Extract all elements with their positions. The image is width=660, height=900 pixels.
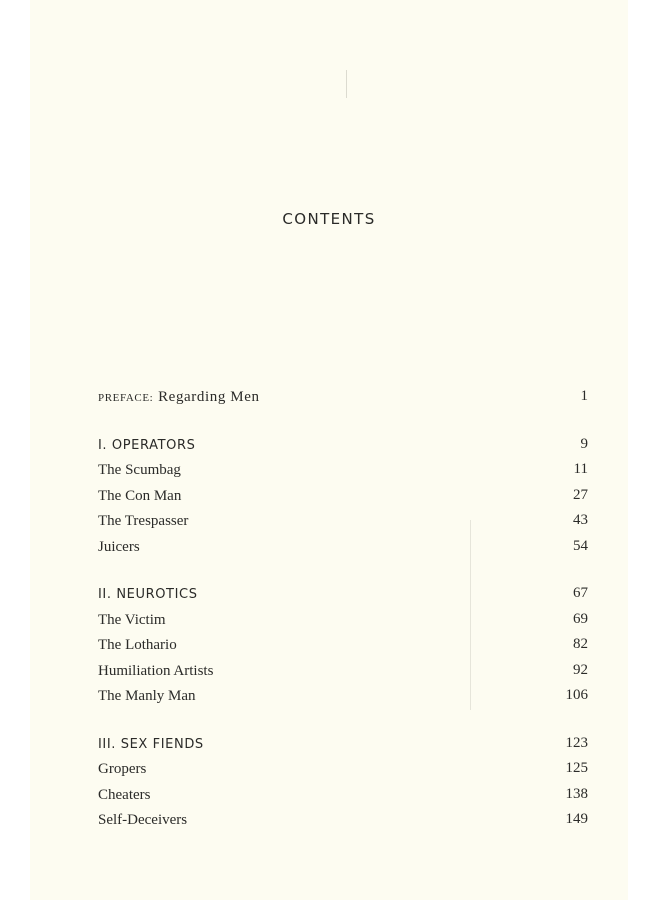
- toc-entry[interactable]: [98, 534, 588, 560]
- book-page: [30, 0, 628, 900]
- toc-page-number: 9: [580, 435, 588, 452]
- toc-entry-label: The Victim: [98, 611, 166, 628]
- section-heading-label: III. SEX FIENDS: [98, 736, 204, 752]
- toc-page-number: 92: [573, 661, 588, 678]
- toc-page-number: 149: [565, 811, 588, 827]
- toc-entry-label: Humiliation Artists: [98, 662, 214, 679]
- toc-page-number: 138: [565, 785, 588, 802]
- page-mark: [346, 70, 347, 98]
- toc-page-number: 125: [565, 760, 588, 776]
- toc-entry[interactable]: [98, 632, 588, 658]
- toc-entry[interactable]: [98, 683, 588, 709]
- toc-page-number: 82: [573, 636, 588, 652]
- preface-prefix: PREFACE:: [98, 392, 154, 404]
- toc-entry-label: The Manly Man: [98, 688, 196, 704]
- toc-page-number: 123: [565, 734, 588, 751]
- toc-entry-label: [98, 390, 260, 405]
- toc-entry[interactable]: [98, 483, 588, 509]
- toc-entry-label: Self-Deceivers: [98, 812, 188, 828]
- toc-page-number: 67: [573, 585, 588, 601]
- toc-page-number: 27: [573, 486, 588, 503]
- toc-entry[interactable]: [98, 756, 588, 782]
- toc-entry-preface[interactable]: [98, 384, 588, 410]
- toc-entry-label: The Trespasser: [98, 513, 189, 529]
- toc-entry-label: Gropers: [98, 761, 147, 777]
- toc-section-heading[interactable]: [98, 432, 588, 458]
- toc-entry-label: Juicers: [98, 538, 140, 555]
- toc-page-number: 11: [573, 461, 588, 477]
- toc-page-number: 54: [573, 537, 588, 554]
- preface-title: Regarding Men: [158, 389, 260, 405]
- toc-entry[interactable]: [98, 807, 588, 833]
- toc-entry[interactable]: [98, 607, 588, 633]
- toc-section-heading[interactable]: [98, 581, 588, 607]
- toc-page-number: 1: [580, 388, 588, 404]
- toc-entry-label: The Con Man: [98, 487, 182, 504]
- toc-entry-label: Cheaters: [98, 786, 151, 803]
- toc-page-number: 106: [565, 687, 588, 703]
- section-heading-label: I. OPERATORS: [98, 437, 196, 453]
- table-of-contents: [98, 384, 588, 833]
- toc-section-heading[interactable]: [98, 731, 588, 757]
- toc-page-number: 43: [573, 512, 588, 528]
- toc-entry-label: The Scumbag: [98, 462, 181, 478]
- toc-entry-label: The Lothario: [98, 637, 177, 653]
- toc-entry[interactable]: [98, 457, 588, 483]
- toc-entry[interactable]: [98, 782, 588, 808]
- toc-page-number: 69: [573, 610, 588, 627]
- toc-entry[interactable]: [98, 658, 588, 684]
- toc-entry[interactable]: [98, 508, 588, 534]
- contents-title: CONTENTS: [282, 210, 376, 228]
- section-heading-label: II. NEUROTICS: [98, 587, 198, 602]
